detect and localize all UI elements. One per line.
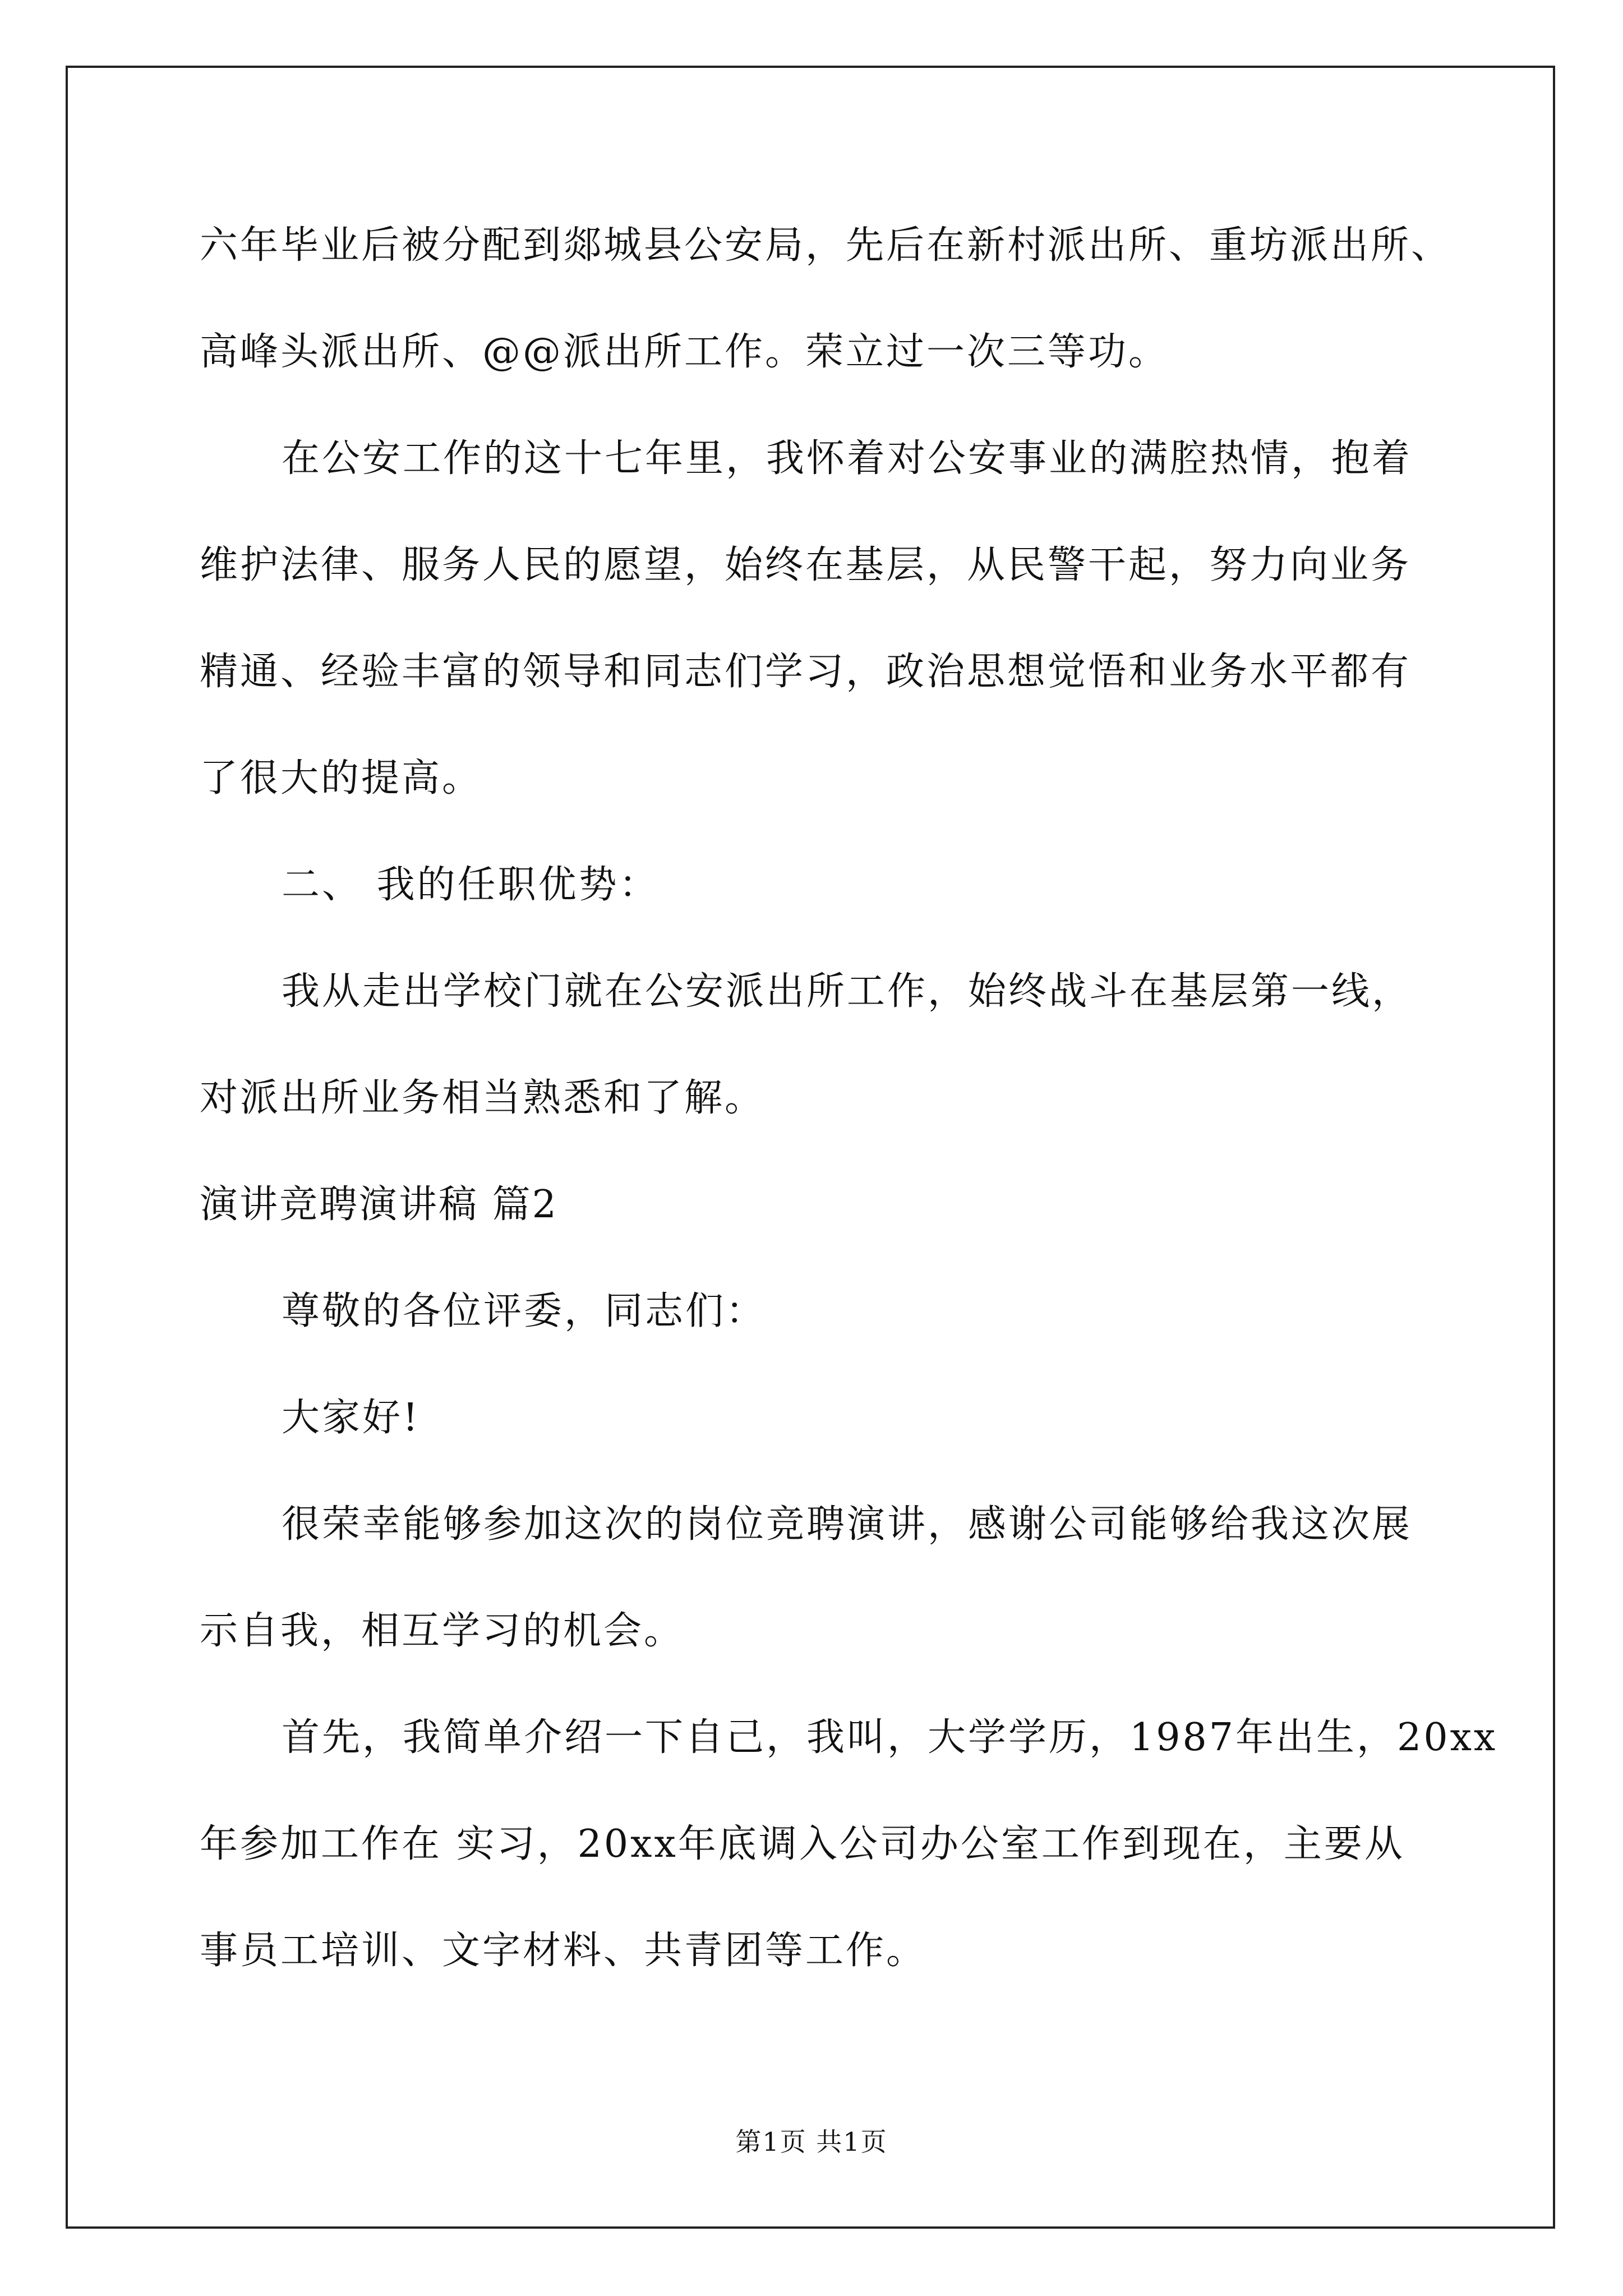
text-line-17: 事员工培训、文字材料、共青团等工作。 (200, 1929, 927, 1973)
greeting: 大家好! (282, 1396, 421, 1440)
page-footer: 第1页 共1页 (735, 2127, 888, 2157)
text-line-5: 精通、经验丰富的领导和同志们学习，政治思想觉悟和业务水平都有 (200, 650, 1412, 694)
text-line-14: 示自我，相互学习的机会。 (200, 1609, 685, 1653)
text-line-1: 六年毕业后被分配到郯城县公安局，先后在新村派出所、重坊派出所、 (200, 223, 1452, 268)
text-line-4: 维护法律、服务人民的愿望，始终在基层，从民警干起，努力向业务 (200, 543, 1412, 587)
article-title: 演讲竞聘演讲稿 篇2 (200, 1182, 558, 1227)
text-line-13: 很荣幸能够参加这次的岗位竞聘演讲，感谢公司能够给我这次展 (282, 1502, 1413, 1547)
text-line-8: 我从走出学校门就在公安派出所工作，始终战斗在基层第一线， (282, 969, 1413, 1014)
salutation: 尊敬的各位评委，同志们： (282, 1289, 767, 1333)
text-line-16: 年参加工作在 实习，20xx年底调入公司办公室工作到现在，主要从 (200, 1822, 1405, 1866)
text-line-3: 在公安工作的这十七年里，我怀着对公安事业的满腔热情，抱着 (282, 436, 1413, 481)
text-line-15: 首先，我简单介绍一下自己，我叫，大学学历，1987年出生，20xx (282, 1715, 1498, 1760)
text-line-9: 对派出所业务相当熟悉和了解。 (200, 1076, 766, 1120)
text-line-2: 高峰头派出所、@@派出所工作。荣立过一次三等功。 (200, 330, 1169, 374)
document-body (200, 206, 1498, 2018)
section-heading-advantages: 二、 我的任职优势： (282, 863, 660, 907)
text-line-6: 了很大的提高。 (200, 756, 483, 800)
